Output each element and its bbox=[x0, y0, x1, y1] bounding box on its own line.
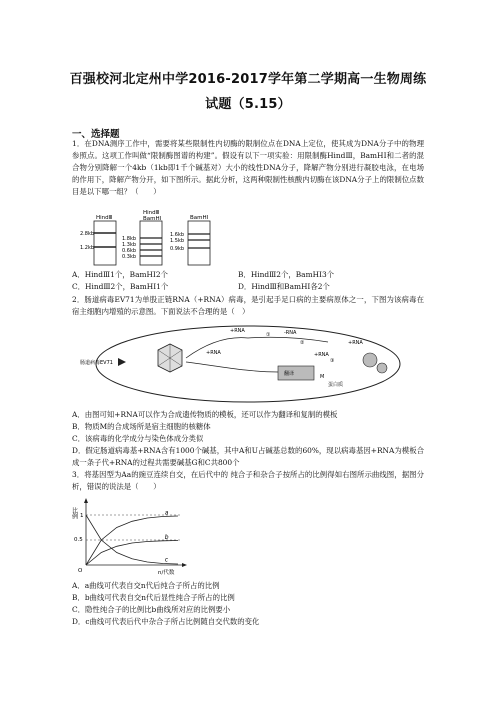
q3-option-a: A．a曲线可代表自交n代后纯合子所占的比例 bbox=[72, 581, 220, 590]
q2-rna-label-3: +RNA bbox=[314, 352, 329, 358]
q2-rna-label-2: -RNA bbox=[284, 330, 297, 336]
q3-chart bbox=[72, 495, 192, 577]
q1-lane2-band2: 1.3kb bbox=[122, 242, 137, 248]
q1-option-b: B．HindⅢ2个，BamHⅠ3个 bbox=[238, 270, 335, 279]
q1-lane2-band1: 1.8kb bbox=[122, 236, 137, 242]
q2-mid-label: +RNA bbox=[206, 350, 221, 356]
q1-lane1-band2: 1.2kb bbox=[80, 245, 95, 251]
q1-lane2-label-top: HindⅢ bbox=[143, 210, 160, 216]
section-heading: 一、选择题 bbox=[72, 129, 120, 140]
q2-step-3: ③ bbox=[330, 358, 335, 364]
q2-component-m: M bbox=[320, 374, 325, 380]
q3-option-b: B．b曲线可代表自交n代后显性纯合子所占的比例 bbox=[72, 593, 235, 602]
q2-component-translate: 翻译 bbox=[284, 371, 295, 377]
q1-gel-figure bbox=[80, 210, 236, 268]
q2-step-2: ② bbox=[300, 340, 305, 346]
q3-ytick-05: 0.5 bbox=[74, 537, 83, 543]
q2-rna-label-1: +RNA bbox=[230, 328, 245, 334]
q3-origin: O bbox=[78, 568, 83, 574]
q1-lane2-band3: 0.6kb bbox=[122, 248, 137, 254]
q3-option-c: C．隐性纯合子的比例比b曲线所对应的比例要小 bbox=[72, 605, 231, 614]
q3-curve-label-b: b bbox=[164, 533, 169, 541]
q2-virus-figure bbox=[78, 322, 408, 407]
q1-option-d: D．HindⅢ和BamHⅠ各2个 bbox=[238, 282, 330, 291]
q2-option-c: C．该病毒的化学成分与染色体成分类似 bbox=[72, 434, 204, 443]
q1-lane1-label: HindⅢ bbox=[96, 215, 113, 221]
q2-left-label: 肠道病毒EV71 bbox=[80, 360, 113, 366]
doc-title-line1: 百强校河北定州中学2016-2017学年第二学期高一生物周练 bbox=[69, 72, 427, 87]
q1-lane3-label: BamHⅠ bbox=[190, 215, 209, 221]
q3-ylabel: 比例 bbox=[70, 507, 78, 519]
q3-stem: 3．将基因型为Aa的豌豆连续自交，在后代中的 纯合子和杂合子按所占的比例得如右图所示曲线图，据图分析，错误的说法是（ ） bbox=[72, 470, 424, 491]
doc-title-line2: 试题（5.15） bbox=[205, 97, 291, 112]
q1-lane2-band4: 0.3kb bbox=[122, 254, 137, 260]
q1-stem: 1．在DNA测序工作中，需要将某些限制性内切酶的限制位点在DNA上定位，使其成为DNA分子中的物理参照点。这项工作叫做“限制酶图谱的构建”。假设有以下一项实验：用限制酶HindⅢ，BamHⅠ和二者的混合物分别降解一个4kb（1kb即1千个碱基对）大小的线性DNA分子，降解产物分别进行凝胶电泳，在电场的作用下，降解产物分开，如下图所示。据此分析，这两种限制性核酸内切酶在该DNA分子上的限制位点数目是以下哪一组？（ ） bbox=[72, 139, 424, 196]
q2-option-d: D．假定肠道病毒基+RNA含有1000个碱基，其中A和U占碱基总数的60%，现以病毒基因+RNA为模板合成一条子代+RNA的过程共需要碱基G和C共800个 bbox=[72, 446, 424, 467]
q1-option-c: C．HindⅢ2个，BamHⅠ1个 bbox=[72, 282, 169, 291]
q3-option-d: D．c曲线可代表后代中杂合子所占比例随自交代数的变化 bbox=[72, 617, 260, 626]
q1-lane3-band3: 0.9kb bbox=[170, 246, 185, 252]
q1-option-a: A．HindⅢ1个，BamHⅠ2个 bbox=[72, 270, 168, 279]
q1-lane1-band1: 2.8kb bbox=[80, 231, 95, 237]
q1-lane3-band1: 1.6kb bbox=[170, 232, 185, 238]
q3-ytick-1: 1 bbox=[80, 513, 84, 519]
q2-step-1: ① bbox=[266, 332, 271, 338]
q3-curve-label-c: c bbox=[164, 556, 169, 564]
q2-component-protein: 蛋白质 bbox=[328, 382, 344, 388]
q2-rna-label-4: +RNA bbox=[348, 340, 363, 346]
q2-stem: 2．肠道病毒EV71为单股正链RNA（+RNA）病毒，是引起手足口病的主要病原体之一，下图为该病毒在宿主细胞内增殖的示意图。下面说法不合理的是（ ） bbox=[72, 295, 424, 316]
q2-option-a: A．由图可知+RNA可以作为合成遗传物质的模板，还可以作为翻译和复制的模板 bbox=[72, 410, 338, 419]
q1-lane2-label: BamHⅠ bbox=[143, 216, 162, 222]
q1-lane3-band2: 1.5kb bbox=[170, 238, 185, 244]
q3-xlabel: n/代数 bbox=[158, 570, 175, 576]
q3-curve-label-a: a bbox=[164, 509, 169, 517]
q2-option-b: B．物质M的合成场所是宿主细胞的核糖体 bbox=[72, 422, 211, 431]
